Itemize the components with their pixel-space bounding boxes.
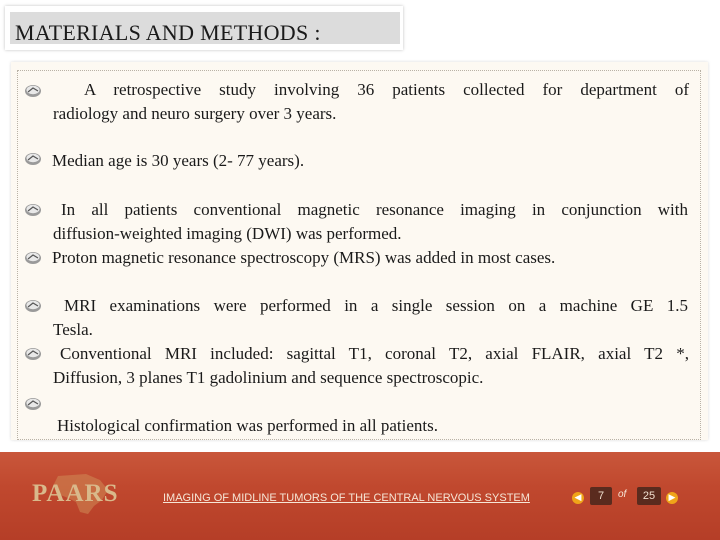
left-arrow-icon[interactable]: ◀: [572, 492, 584, 504]
bullet-6-line-2: Diffusion, 3 planes T1 gadolinium and sequence spectroscopic.: [53, 368, 484, 387]
bullet-8-line-1: Histological confirmation was performed in all patients.: [57, 416, 438, 435]
total-pages: 25: [637, 487, 661, 505]
bullet-5-line-1: MRI examinations were performed in a single session on a machine GE 1.5: [64, 296, 688, 315]
page-of-label: of: [618, 489, 627, 500]
bullet-3-line-2: diffusion-weighted imaging (DWI) was performed.: [53, 224, 402, 243]
bullet-icon: [24, 84, 42, 98]
bullet-5-line-2: Tesla.: [53, 320, 93, 339]
bullet-4-line-1: Proton magnetic resonance spectroscopy (MRS) was added in most cases.: [52, 248, 556, 267]
bullet-3-line-1: In all patients conventional magnetic resonance imaging in conjunction with: [61, 200, 688, 219]
bullet-icon: [24, 152, 42, 166]
bullet-6-line-1: Conventional MRI included: sagittal T1, coronal T2, axial FLAIR, axial T2 *,: [60, 344, 689, 363]
bullet-icon: [24, 251, 42, 265]
bullet-2-line-1: Median age is 30 years (2- 77 years).: [52, 151, 305, 170]
paars-logo: PAARS: [32, 480, 119, 507]
footer-presentation-title: IMAGING OF MIDLINE TUMORS OF THE CENTRAL NERVOUS SYSTEM: [163, 492, 530, 504]
bullet-icon: [24, 203, 42, 217]
bullet-icon: [24, 397, 42, 411]
bullet-icon: [24, 347, 42, 361]
right-arrow-icon[interactable]: ▶: [666, 492, 678, 504]
bullet-1-line-2: radiology and neuro surgery over 3 years.: [53, 104, 337, 123]
slide-title: MATERIALS AND METHODS :: [15, 20, 321, 45]
current-page: 7: [590, 487, 612, 505]
bullet-icon: [24, 299, 42, 313]
title-background: [10, 12, 400, 44]
title-frame: [5, 6, 403, 50]
bullet-1-line-1: A retrospective study involving 36 patients collected for department of: [84, 80, 689, 99]
